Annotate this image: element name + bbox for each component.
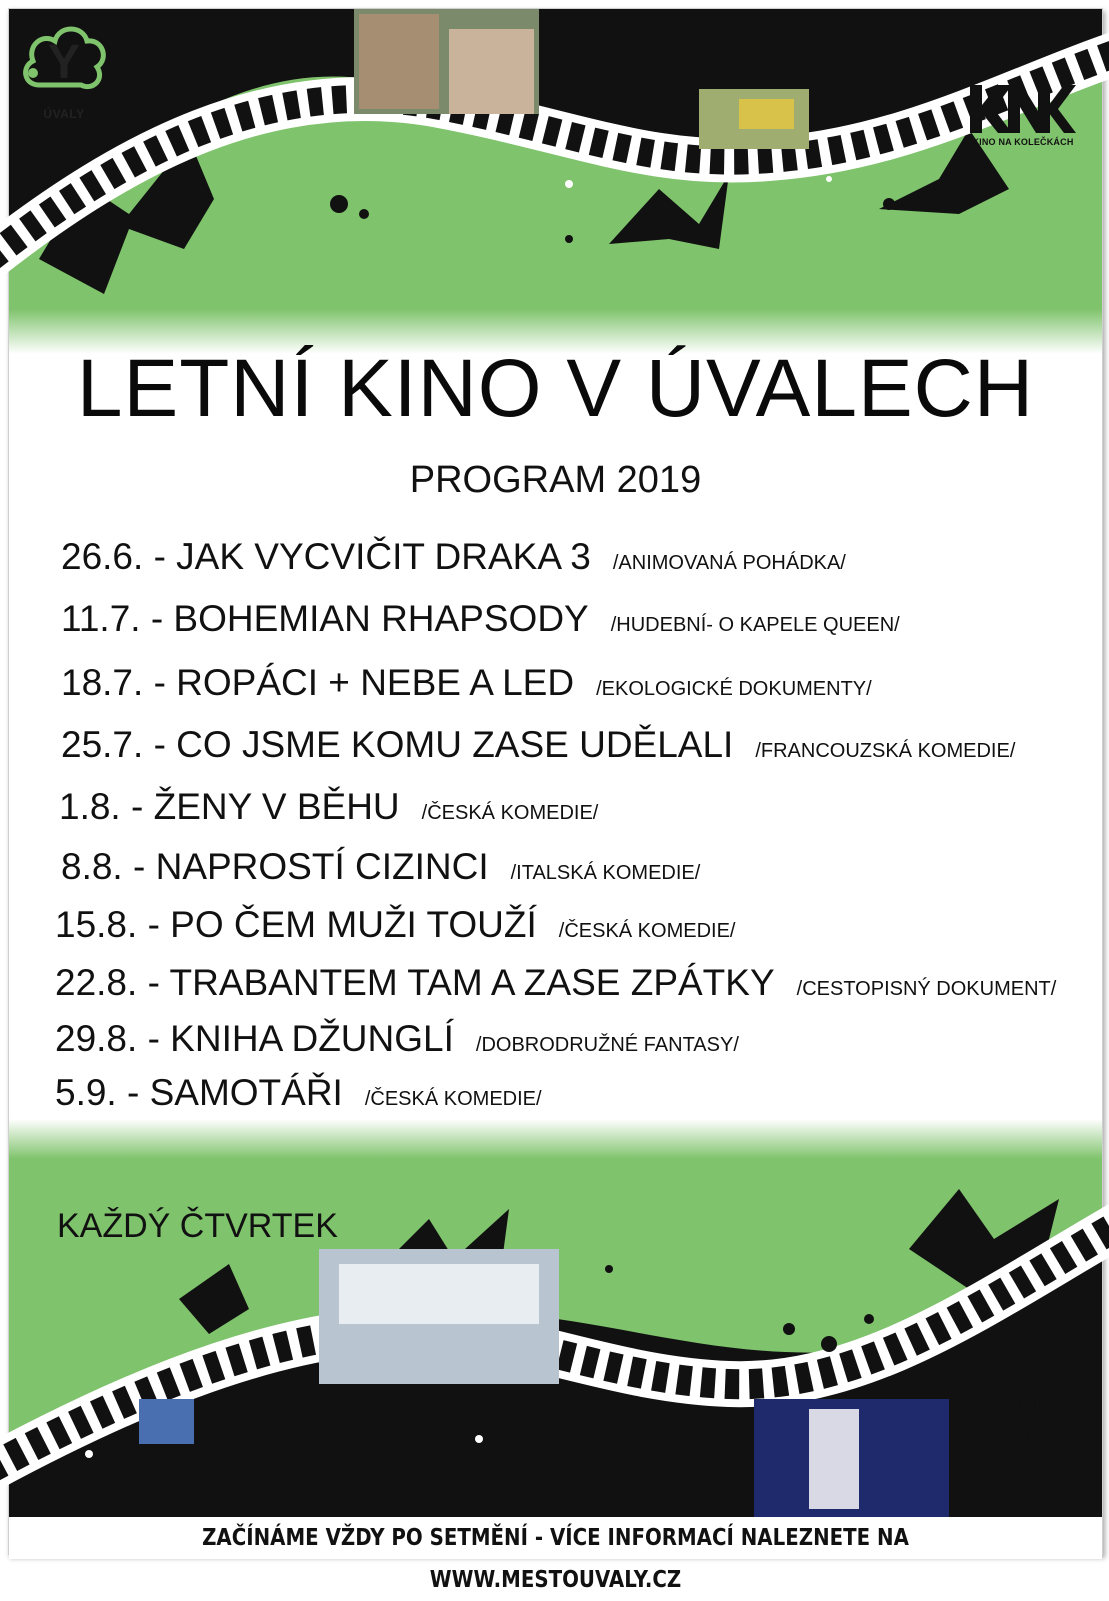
screening-genre: /HUDEBNÍ- O KAPELE QUEEN/ <box>610 614 900 636</box>
admission-price <box>969 1387 1099 1455</box>
screening-genre: /ANIMOVANÁ POHÁDKA/ <box>612 552 846 574</box>
screening-title: 26.6. - JAK VYCVIČIT DRAKA 3 <box>61 536 591 577</box>
program-subtitle: PROGRAM 2019 <box>409 459 702 501</box>
kino-logo-text: KINO NA KOLEČKÁCH <box>972 137 1074 147</box>
weekday-note: KAŽDÝ ČTVRTEK <box>57 1207 338 1245</box>
screening-genre: /CESTOPISNÝ DOKUMENT/ <box>796 978 1057 1000</box>
footer-info-text: ZAČÍNÁME VŽDY PO SETMĚNÍ - VÍCE INFORMACÍ NALEZNETE NA WWW.MESTOUVALY.CZ <box>202 1525 909 1593</box>
screening-title: 5.9. - SAMOTÁŘI <box>55 1072 343 1113</box>
screening-title: 18.7. - ROPÁCI + NEBE A LED <box>61 662 575 703</box>
screening-title: 25.7. - CO JSME KOMU ZASE UDĚLALI <box>61 724 734 765</box>
list-item <box>61 721 1015 769</box>
screening-genre: /ITALSKÁ KOMEDIE/ <box>510 862 701 884</box>
list-item <box>59 783 598 831</box>
screening-genre: /DOBRODRUŽNÉ FANTASY/ <box>475 1034 739 1056</box>
poster <box>8 8 1103 1593</box>
uvaly-town-logo <box>19 15 109 125</box>
screening-genre: /EKOLOGICKÉ DOKUMENTY/ <box>596 678 872 700</box>
kino-na-koleckach-logo <box>963 83 1083 163</box>
screening-genre: /ČESKÁ KOMEDIE/ <box>421 802 599 824</box>
uvaly-logo-text: ÚVALY <box>43 107 85 121</box>
list-item <box>55 959 1056 1007</box>
footer-bar <box>9 1517 1102 1593</box>
list-item <box>55 1015 739 1063</box>
list-item <box>61 533 846 581</box>
screening-title: 11.7. - BOHEMIAN RHAPSODY <box>61 598 589 639</box>
screening-genre: /ČESKÁ KOMEDIE/ <box>364 1088 542 1110</box>
screening-title: 29.8. - KNIHA DŽUNGLÍ <box>55 1018 454 1059</box>
screening-title: 1.8. - ŽENY V BĚHU <box>59 786 400 827</box>
list-item <box>55 901 735 949</box>
uvaly-logo-letter: Y <box>47 36 80 89</box>
list-item <box>61 595 900 643</box>
screening-title: 22.8. - TRABANTEM TAM A ZASE ZPÁTKY <box>55 962 775 1003</box>
screening-title: 15.8. - PO ČEM MUŽI TOUŽÍ <box>55 904 537 945</box>
screening-title: 8.8. - NAPROSTÍ CIZINCI <box>61 846 489 887</box>
knk-mark-icon <box>968 83 1078 135</box>
top-filmstrip-decoration <box>9 9 1102 339</box>
price-label: Vstupné <box>988 1390 1080 1418</box>
bottom-filmstrip-decoration <box>9 1149 1102 1519</box>
list-item <box>55 1069 542 1117</box>
price-value: 50 Kč <box>1002 1424 1066 1452</box>
list-item <box>61 659 872 707</box>
screening-genre: /FRANCOUZSKÁ KOMEDIE/ <box>755 740 1016 762</box>
screening-genre: /ČESKÁ KOMEDIE/ <box>558 920 736 942</box>
list-item <box>61 843 700 891</box>
page-title: LETNÍ KINO V ÚVALECH <box>76 343 1035 434</box>
